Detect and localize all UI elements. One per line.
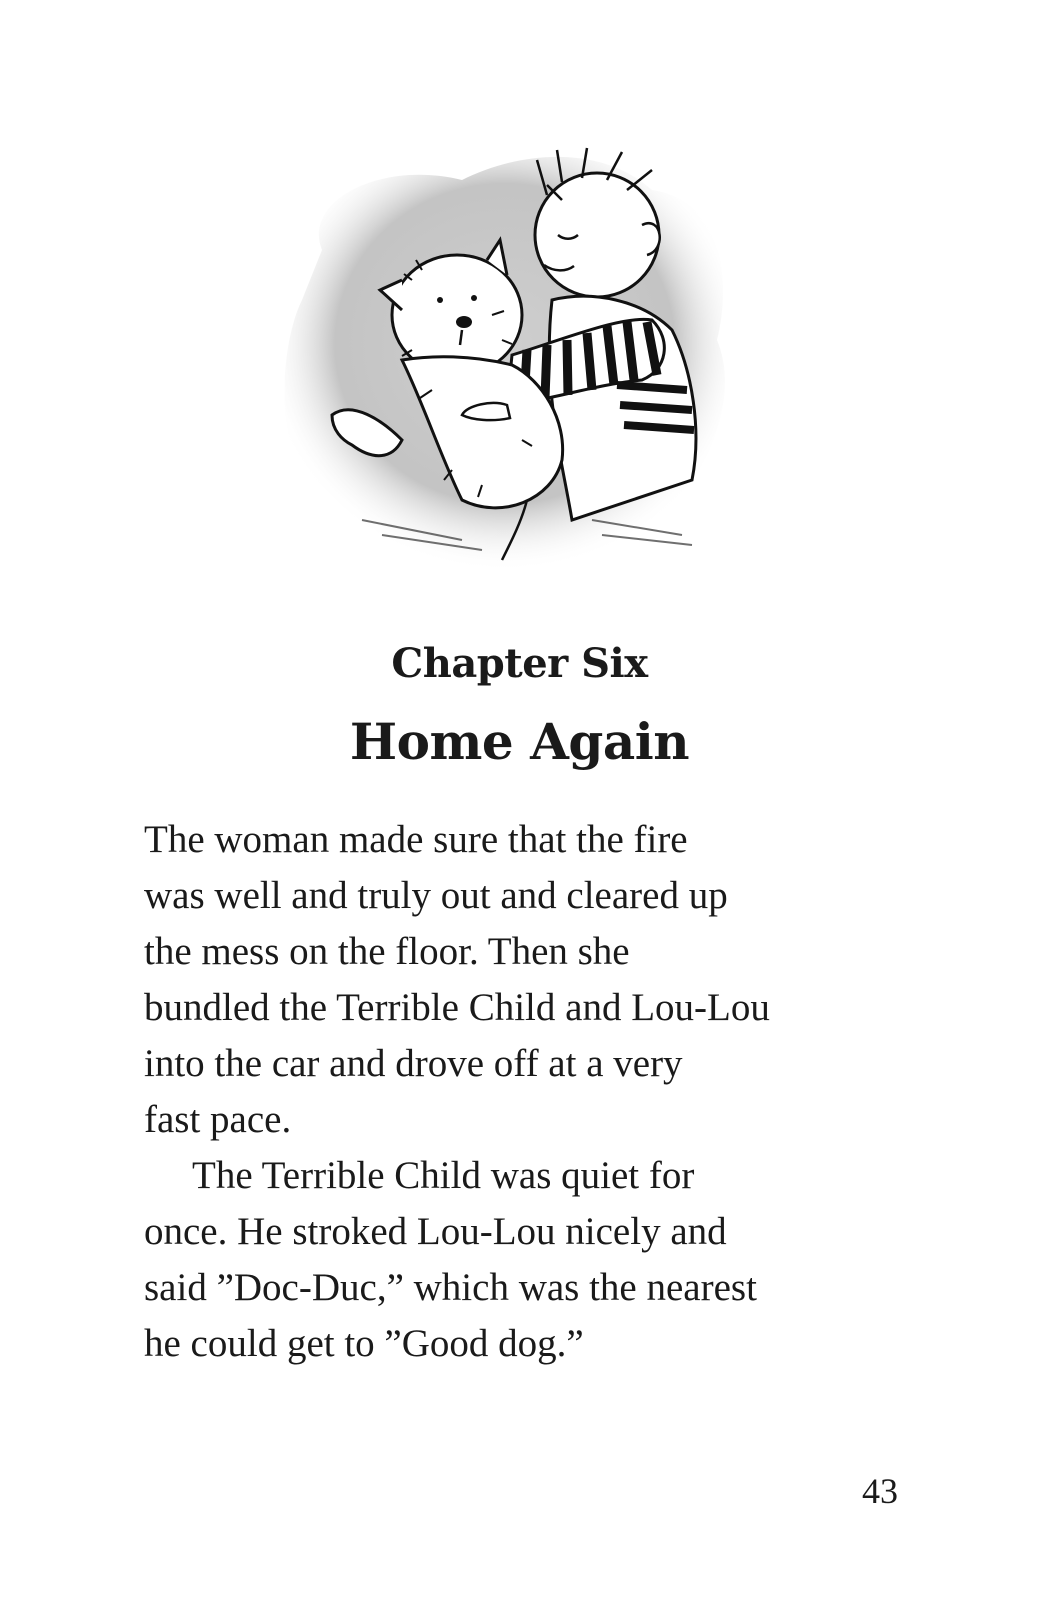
text-line: The Terrible Child was quiet for <box>192 1154 695 1197</box>
text-line: once. He stroked Lou-Lou nicely and <box>144 1210 727 1253</box>
page-number: 43 <box>862 1471 898 1511</box>
text-line: said ”Doc-Duc,” which was the nearest <box>144 1266 757 1309</box>
paragraph <box>144 812 934 1148</box>
chapter-number: Chapter Six <box>391 640 648 687</box>
text-line: bundled the Terrible Child and Lou-Lou <box>144 986 770 1029</box>
text-line: was well and truly out and cleared up <box>144 874 728 917</box>
text-line: he could get to ”Good dog.” <box>144 1322 584 1365</box>
boy-and-dog-illustration <box>262 140 762 590</box>
text-line: fast pace. <box>144 1098 292 1141</box>
chapter-title: Home Again <box>349 712 690 771</box>
paragraph <box>144 1148 934 1372</box>
text-line: into the car and drove off at a very <box>144 1042 683 1085</box>
text-line: the mess on the floor. Then she <box>144 930 630 973</box>
text-line: The woman made sure that the fire <box>144 818 688 861</box>
chapter-body <box>144 812 934 1372</box>
chapter-illustration <box>262 140 762 590</box>
